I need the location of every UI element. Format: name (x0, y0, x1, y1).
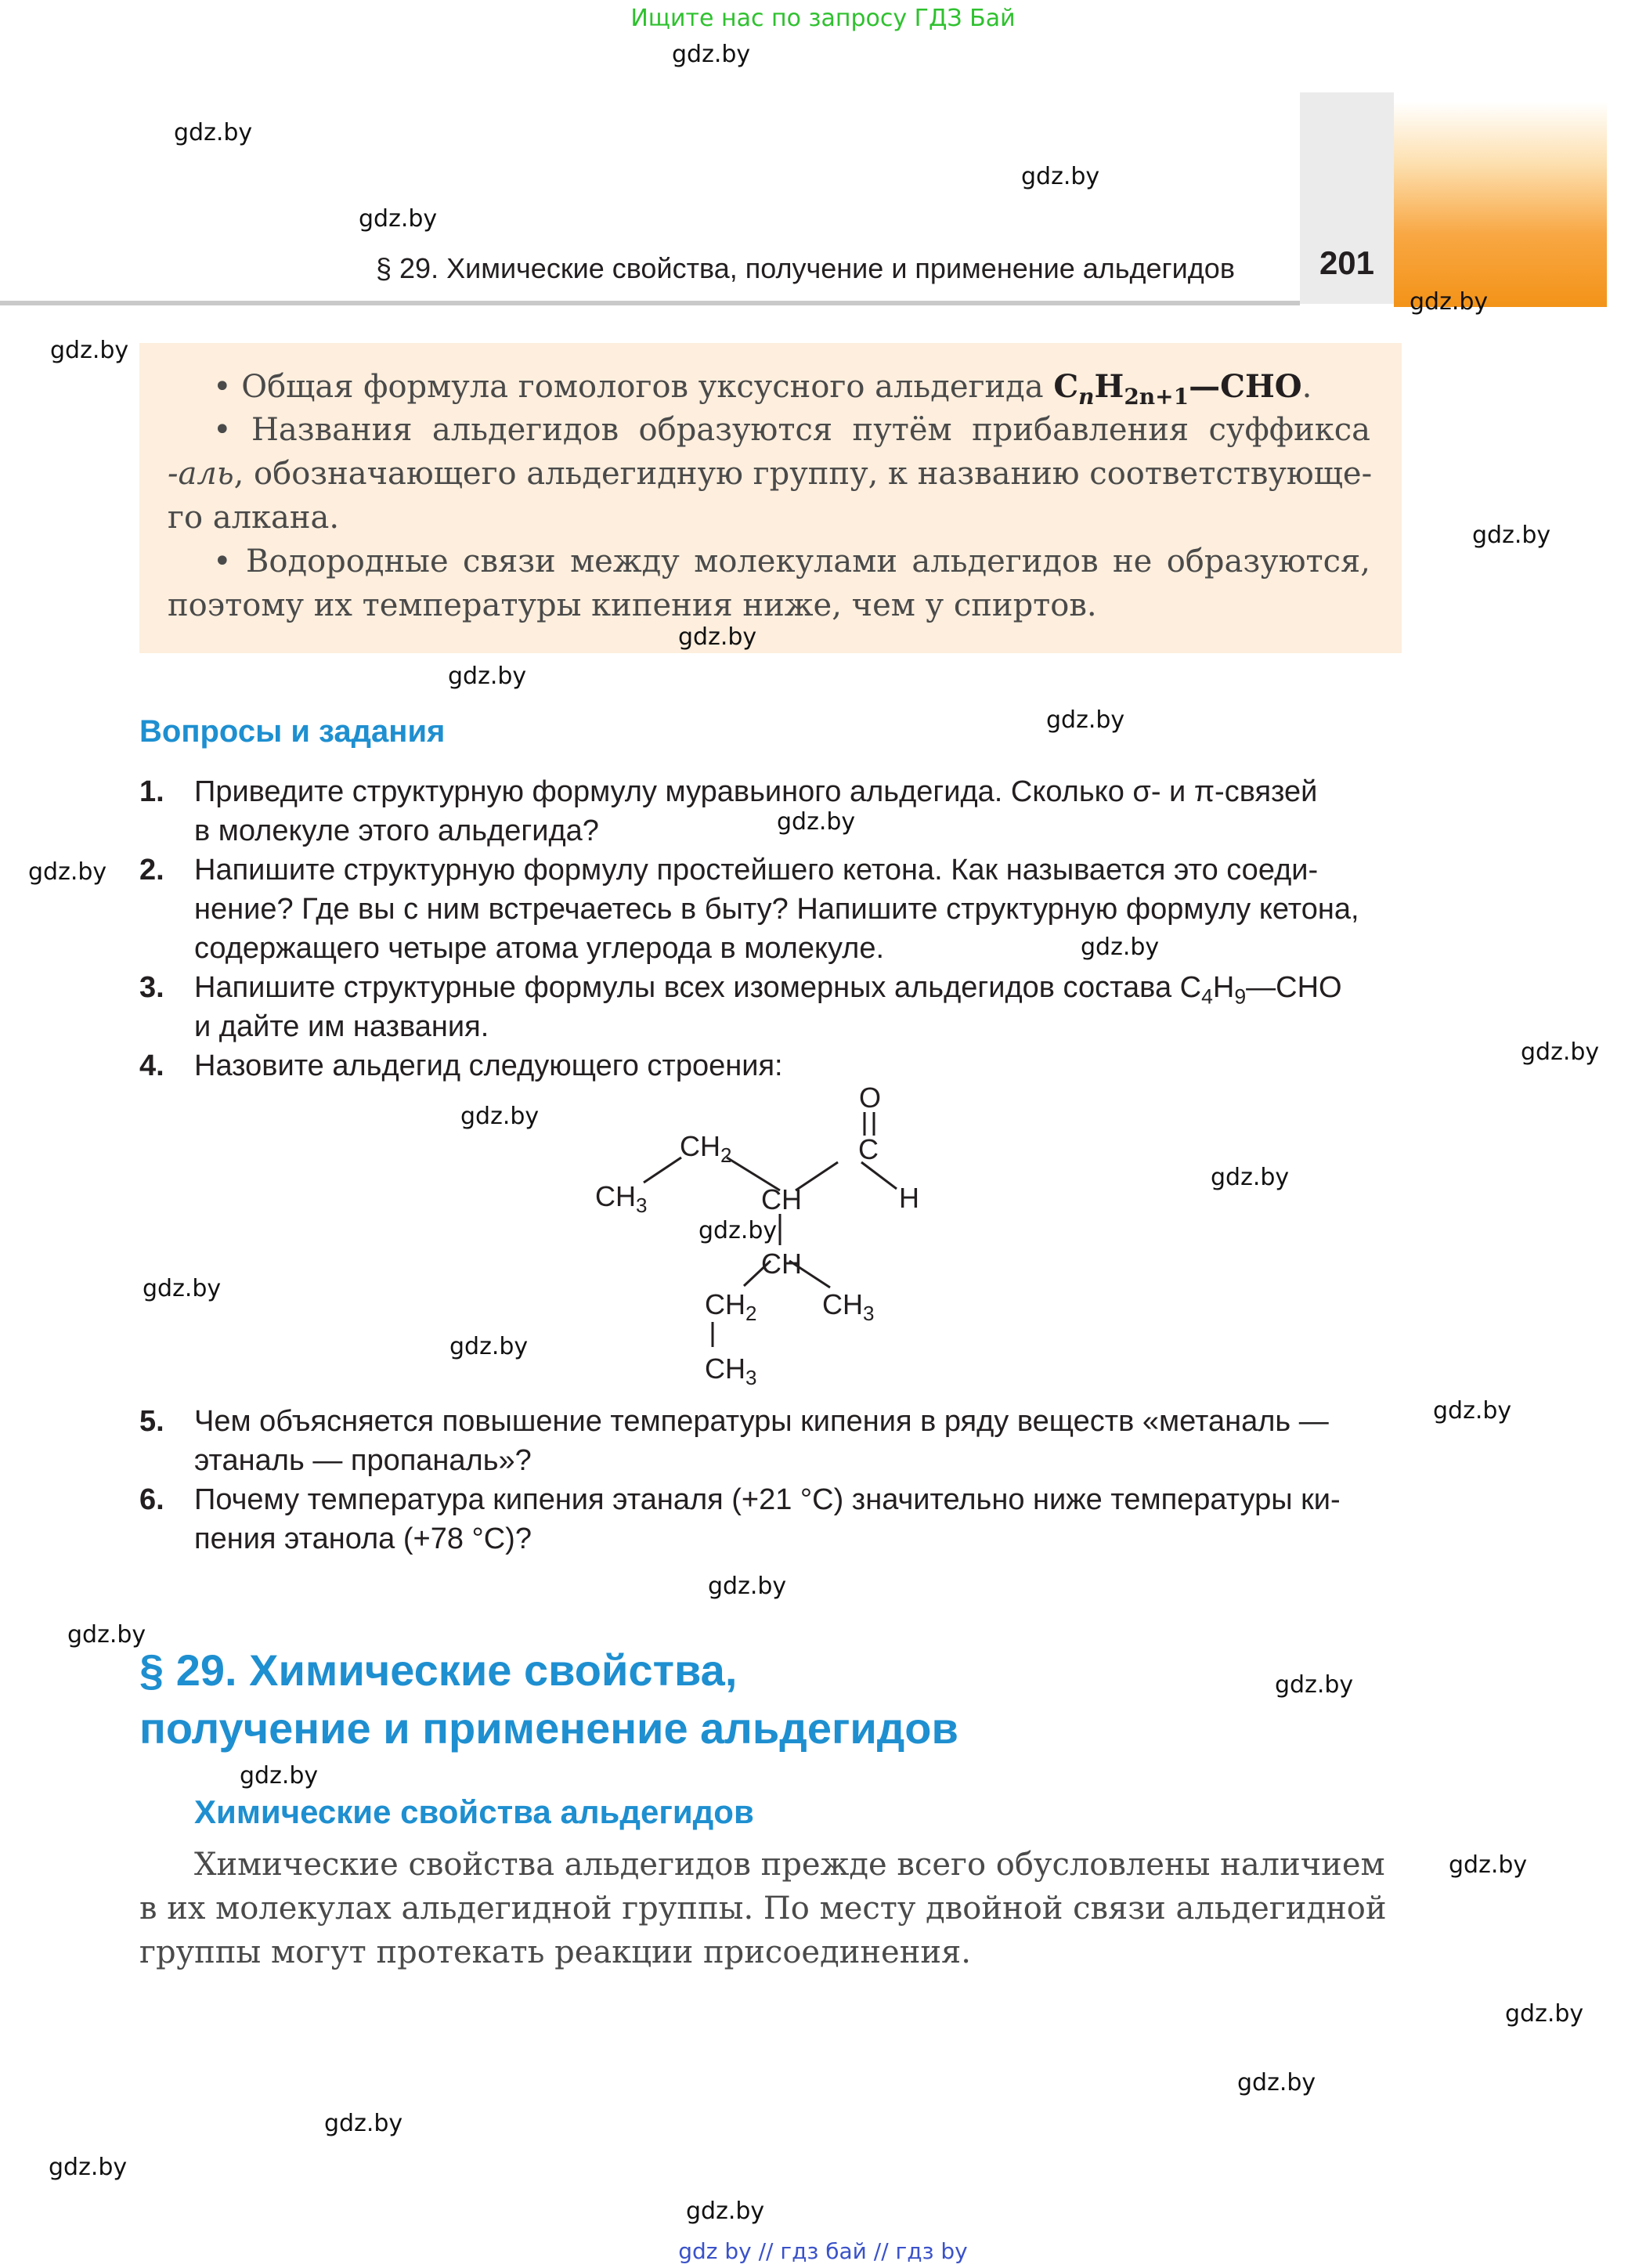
atom-o: O (859, 1082, 882, 1114)
question-6-number: 6. (139, 1483, 164, 1516)
header-orange-block (1394, 102, 1607, 307)
section-title-line-1: § 29. Химические свойства, (139, 1645, 738, 1695)
watermark[interactable]: gdz.by (777, 808, 856, 836)
question-1-line-2: в молекуле этого альдегида? (194, 814, 599, 847)
summary-bullet-3-line-2: поэтому их температуры кипения ниже, чем у спиртов. (168, 587, 1097, 623)
atom-ch2-lower: $CH_2$ (705, 1288, 757, 1325)
watermark[interactable]: gdz.by (240, 1762, 319, 1789)
watermark[interactable]: gdz.by (50, 337, 129, 364)
question-3-line-2: и дайте им названия. (194, 1010, 489, 1043)
top-banner[interactable]: Ищите нас по запросу ГДЗ Бай (630, 5, 1016, 32)
watermark[interactable]: gdz.by (1081, 934, 1160, 961)
atom-c-carbonyl: C (858, 1133, 879, 1165)
atom-ch-upper: CH (761, 1183, 802, 1215)
watermark[interactable]: gdz.by (449, 1333, 529, 1360)
watermark[interactable]: gdz.by (448, 663, 527, 690)
questions-heading: Вопросы и задания (139, 714, 446, 749)
watermark[interactable]: gdz.by (1410, 288, 1489, 316)
watermark[interactable]: gdz.by (49, 2154, 128, 2181)
question-6-line-1: Почему температура кипения этаналя (+21 °С) значительно ниже температуры ки- (194, 1483, 1341, 1516)
question-6-line-2: пения этанола (+78 °С)? (194, 1522, 532, 1555)
atom-ch2-upper: $CH_2$ (680, 1130, 732, 1167)
paragraph-line-1: Химические свойства альдегидов прежде всего обусловлены наличием (194, 1847, 1385, 1883)
watermark[interactable]: gdz.by (698, 1217, 778, 1244)
question-2-line-1: Напишите структурную формулу простейшего кетона. Как называется это соеди- (194, 854, 1319, 887)
atom-ch3-right: $CH_3$ (822, 1288, 875, 1325)
watermark[interactable]: gdz.by (708, 1573, 787, 1600)
watermark[interactable]: gdz.by (1211, 1164, 1290, 1191)
question-5-line-1: Чем объясняется повышение температуры кипения в ряду веществ «метаналь — (194, 1405, 1329, 1438)
watermark[interactable]: gdz.by (28, 858, 107, 886)
summary-bullet-3-line-1: • Водородные связи между молекулами альдегидов не образуются, (213, 544, 1370, 580)
question-1-line-1: Приведите структурную формулу муравьиного альдегида. Сколько σ- и π-связей (194, 775, 1318, 808)
atom-ch3-bottom: $CH_3$ (705, 1352, 757, 1389)
question-3-number: 3. (139, 971, 164, 1004)
watermark[interactable]: gdz.by (686, 2198, 765, 2225)
section-subtitle: Химические свойства альдегидов (194, 1793, 754, 1830)
question-2-line-3: содержащего четыре атома углерода в молекуле. (194, 932, 885, 965)
paragraph-line-2: в их молекулах альдегидной группы. По месту двойной связи альдегидной (139, 1891, 1387, 1927)
watermark[interactable]: gdz.by (678, 623, 757, 651)
watermark[interactable]: gdz.by (460, 1103, 540, 1130)
watermark[interactable]: gdz.by (1275, 1671, 1354, 1699)
header-rule (0, 301, 1300, 305)
summary-bullet-2-line-1: • Названия альдегидов образуются путём прибавления суффикса (213, 412, 1370, 448)
watermark[interactable]: gdz.by (672, 41, 751, 68)
watermark[interactable]: gdz.by (1237, 2069, 1316, 2096)
watermark[interactable]: gdz.by (1472, 522, 1551, 549)
watermark[interactable]: gdz.by (1505, 2000, 1584, 2028)
watermark[interactable]: gdz.by (1433, 1397, 1512, 1425)
section-title-line-2: получение и применение альдегидов (139, 1703, 958, 1753)
watermark[interactable]: gdz.by (1021, 163, 1100, 190)
paragraph-line-3: группы могут протекать реакции присоединения. (139, 1934, 971, 1970)
atom-ch-lower: CH (761, 1248, 802, 1280)
watermark[interactable]: gdz.by (67, 1621, 146, 1649)
bottom-links[interactable]: gdz by // гдз бай // гдз by (678, 2238, 968, 2264)
watermark[interactable]: gdz.by (1521, 1038, 1600, 1066)
question-1-number: 1. (139, 775, 164, 808)
watermark[interactable]: gdz.by (1046, 706, 1125, 734)
question-5-number: 5. (139, 1405, 164, 1438)
atom-h: H (899, 1182, 919, 1214)
aldehyde-structure-diagram (595, 1081, 971, 1394)
question-4-line-1: Назовите альдегид следующего строения: (194, 1049, 783, 1082)
question-4-number: 4. (139, 1049, 164, 1082)
atom-ch3-left: $CH_3$ (595, 1180, 648, 1217)
page-number: 201 (1319, 244, 1375, 281)
watermark[interactable]: gdz.by (1449, 1851, 1528, 1879)
watermark[interactable]: gdz.by (143, 1275, 222, 1302)
watermark[interactable]: gdz.by (359, 205, 438, 233)
question-5-line-2: этаналь — пропаналь»? (194, 1444, 532, 1477)
question-2-line-2: нение? Где вы с ним встречаетесь в быту? Напишите структурную формулу кетона, (194, 893, 1359, 926)
summary-bullet-1: • Общая формула гомологов уксусного альдегида $C_nH_{2n+1}—CHO$. (213, 368, 1312, 410)
running-title: § 29. Химические свойства, получение и применение альдегидов (376, 252, 1235, 284)
summary-bullet-2-line-2: -аль, обозначающего альдегидную группу, к названию соответствующе- (168, 456, 1373, 492)
watermark[interactable]: gdz.by (174, 119, 253, 146)
summary-bullet-2-line-3: го алкана. (168, 500, 340, 536)
watermark[interactable]: gdz.by (324, 2110, 403, 2137)
question-2-number: 2. (139, 854, 164, 887)
question-3-line-1: Напишите структурные формулы всех изомерных альдегидов состава $C_4H_9—CHO$ (194, 971, 1342, 1009)
